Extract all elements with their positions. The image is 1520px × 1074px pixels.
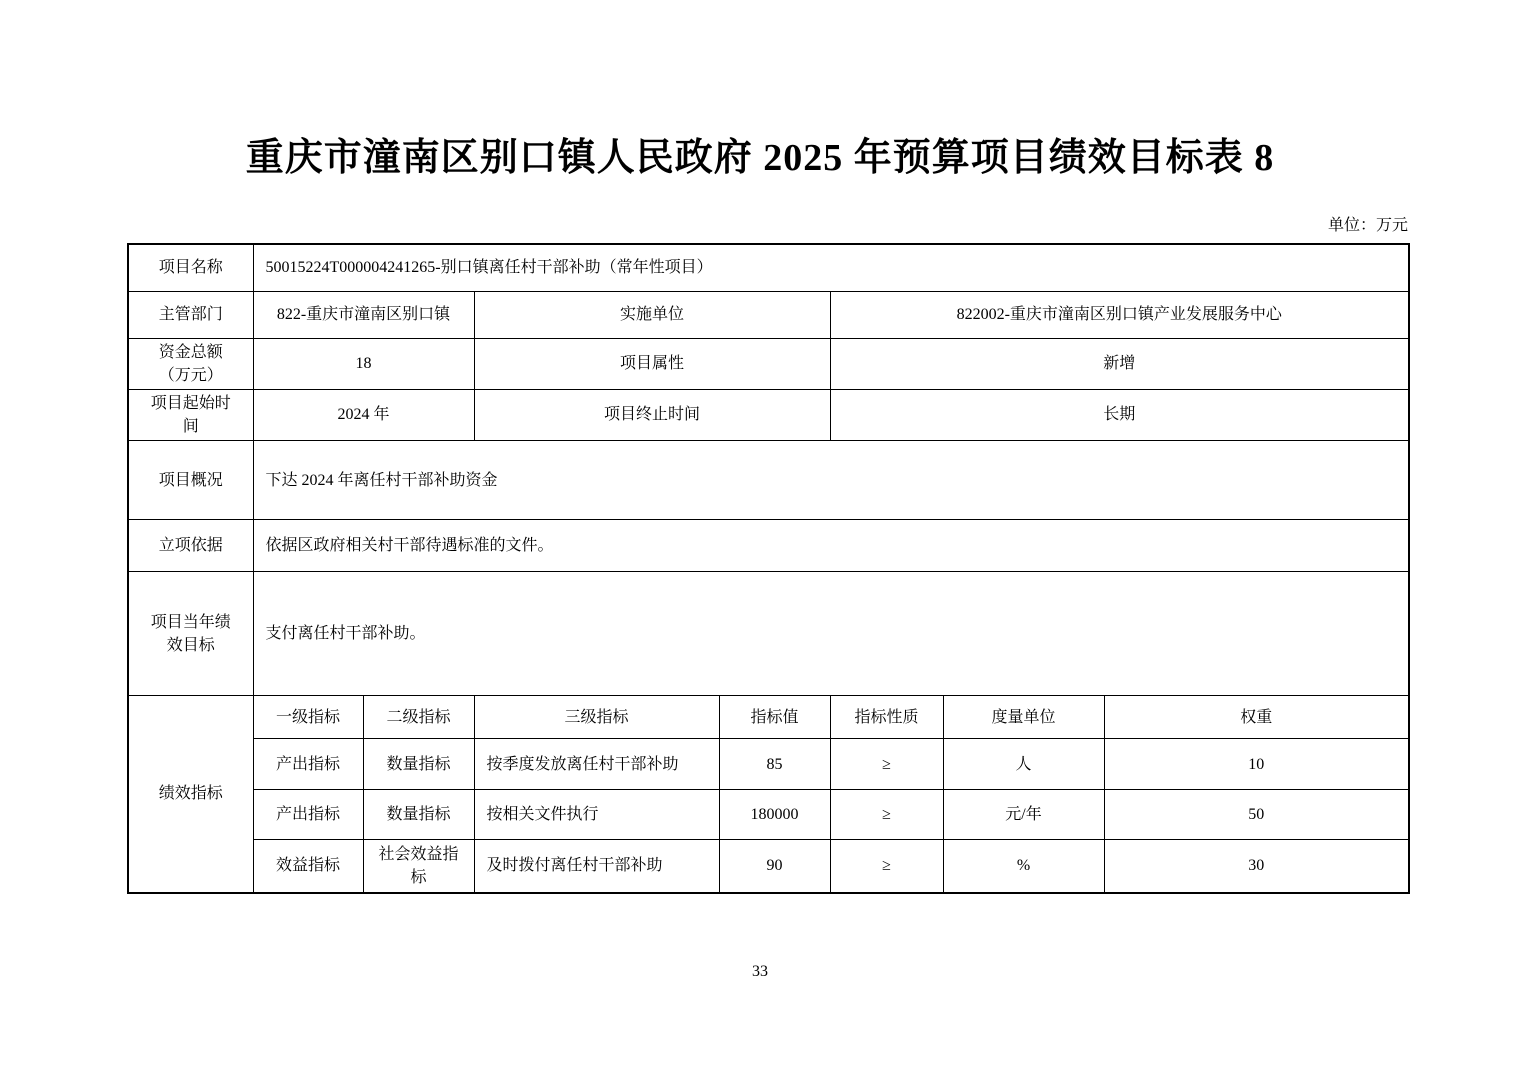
annual-goal-value: 支付离任村干部补助。 xyxy=(253,572,1409,696)
implement-unit-label: 实施单位 xyxy=(474,291,830,338)
indicator-cell-level1: 效益指标 xyxy=(253,840,363,893)
row-department xyxy=(128,291,1409,338)
indicator-cell-weight: 10 xyxy=(1104,739,1409,790)
indicator-cell-level2: 社会效益指标 xyxy=(363,840,474,893)
end-time-value: 长期 xyxy=(830,389,1409,440)
row-project-name xyxy=(128,244,1409,291)
row-overview xyxy=(128,441,1409,520)
indicator-header-level3: 三级指标 xyxy=(474,696,719,739)
overview-label: 项目概况 xyxy=(128,441,253,520)
indicator-header-level2: 二级指标 xyxy=(363,696,474,739)
indicator-cell-nature: ≥ xyxy=(830,739,943,790)
indicator-cell-nature: ≥ xyxy=(830,840,943,893)
row-basis xyxy=(128,520,1409,572)
project-name-value: 50015224T000004241265-别口镇离任村干部补助（常年性项目） xyxy=(253,244,1409,291)
basis-label: 立项依据 xyxy=(128,520,253,572)
indicator-cell-nature: ≥ xyxy=(830,790,943,840)
indicator-cell-unit: 人 xyxy=(943,739,1104,790)
department-value: 822-重庆市潼南区别口镇 xyxy=(253,291,474,338)
indicators-label: 绩效指标 xyxy=(128,696,253,893)
page-number: 33 xyxy=(752,963,768,980)
budget-performance-table xyxy=(127,243,1410,894)
indicator-cell-level2: 数量指标 xyxy=(363,790,474,840)
row-indicator-headers xyxy=(128,696,1409,739)
indicator-cell-weight: 50 xyxy=(1104,790,1409,840)
indicator-cell-level1: 产出指标 xyxy=(253,790,363,840)
indicator-cell-weight: 30 xyxy=(1104,840,1409,893)
indicator-cell-value: 90 xyxy=(719,840,830,893)
indicator-row xyxy=(128,790,1409,840)
start-time-label: 项目起始时间 xyxy=(128,389,253,440)
project-attribute-label: 项目属性 xyxy=(474,338,830,389)
indicator-cell-level3: 及时拨付离任村干部补助 xyxy=(474,840,719,893)
total-funds-label: 资金总额（万元） xyxy=(128,338,253,389)
unit-note: 单位：万元 xyxy=(1327,217,1408,234)
indicator-cell-value: 180000 xyxy=(719,790,830,840)
indicator-cell-unit: 元/年 xyxy=(943,790,1104,840)
project-attribute-value: 新增 xyxy=(830,338,1409,389)
basis-value: 依据区政府相关村干部待遇标准的文件。 xyxy=(253,520,1409,572)
implement-unit-value: 822002-重庆市潼南区别口镇产业发展服务中心 xyxy=(830,291,1409,338)
row-total-funds xyxy=(128,338,1409,389)
indicator-header-nature: 指标性质 xyxy=(830,696,943,739)
department-label: 主管部门 xyxy=(128,291,253,338)
indicator-header-value: 指标值 xyxy=(719,696,830,739)
indicator-header-weight: 权重 xyxy=(1104,696,1409,739)
page-title: 重庆市潼南区别口镇人民政府 2025 年预算项目绩效目标表 8 xyxy=(245,137,1275,179)
indicator-header-unit: 度量单位 xyxy=(943,696,1104,739)
annual-goal-label: 项目当年绩效目标 xyxy=(128,572,253,696)
row-project-time xyxy=(128,389,1409,440)
indicator-cell-value: 85 xyxy=(719,739,830,790)
indicator-cell-level1: 产出指标 xyxy=(253,739,363,790)
indicator-header-level1: 一级指标 xyxy=(253,696,363,739)
start-time-value: 2024 年 xyxy=(253,389,474,440)
project-name-label: 项目名称 xyxy=(128,244,253,291)
total-funds-value: 18 xyxy=(253,338,474,389)
indicator-cell-level3: 按季度发放离任村干部补助 xyxy=(474,739,719,790)
indicator-row xyxy=(128,840,1409,893)
end-time-label: 项目终止时间 xyxy=(474,389,830,440)
indicator-cell-level3: 按相关文件执行 xyxy=(474,790,719,840)
overview-value: 下达 2024 年离任村干部补助资金 xyxy=(253,441,1409,520)
indicator-cell-unit: % xyxy=(943,840,1104,893)
indicator-cell-level2: 数量指标 xyxy=(363,739,474,790)
row-annual-goal xyxy=(128,572,1409,696)
indicator-row xyxy=(128,739,1409,790)
